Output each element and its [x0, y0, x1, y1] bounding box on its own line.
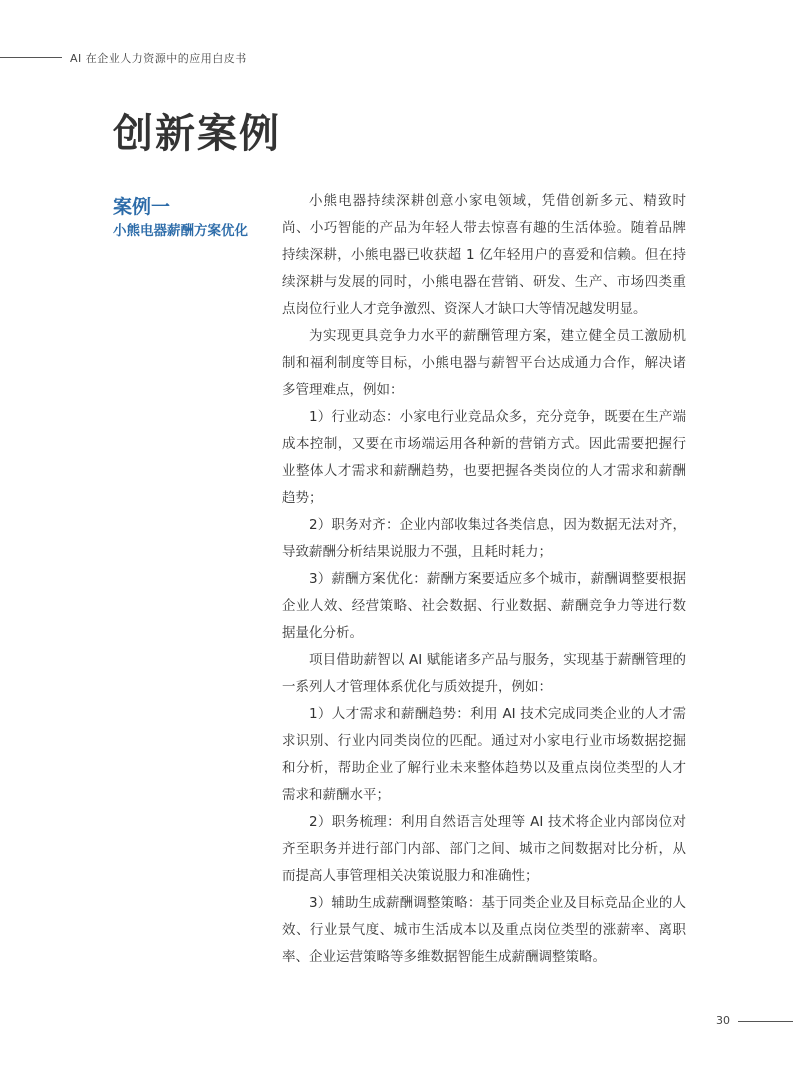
body-text [282, 188, 686, 971]
paragraph: 项目借助薪智以 AI 赋能诸多产品与服务，实现基于薪酬管理的一系列人才管理体系优化与质效提升，例如： [282, 652, 686, 695]
paragraph: 小熊电器持续深耕创意小家电领域，凭借创新多元、精致时尚、小巧智能的产品为年轻人带去惊喜有趣的生活体验。随着品牌持续深耕，小熊电器已收获超 1 亿年轻用户的喜爱和信赖。但在持续深耕与发展的同时，小熊电器在营销、研发、生产、市场四类重点岗位行业人才竞争激烈、资深人才缺口大等情况越发明显。 [282, 193, 686, 317]
running-header: AI 在企业人力资源中的应用白皮书 [70, 52, 247, 65]
case-subtitle: 小熊电器薪酬方案优化 [113, 223, 248, 239]
paragraph: 3）薪酬方案优化：薪酬方案要适应多个城市，薪酬调整要根据企业人效、经营策略、社会数据、行业数据、薪酬竞争力等进行数据量化分析。 [282, 571, 686, 641]
page-number: 30 [716, 1014, 730, 1027]
case-label: 案例一 [113, 196, 171, 218]
paragraph: 为实现更具竞争力水平的薪酬管理方案，建立健全员工激励机制和福利制度等目标，小熊电器与薪智平台达成通力合作，解决诸多管理难点，例如： [282, 328, 686, 398]
paragraph: 2）职务梳理：利用自然语言处理等 AI 技术将企业内部岗位对齐至职务并进行部门内部、部门之间、城市之间数据对比分析，从而提高人事管理相关决策说服力和准确性； [282, 814, 686, 884]
paragraph: 2）职务对齐：企业内部收集过各类信息，因为数据无法对齐，导致薪酬分析结果说服力不强，且耗时耗力； [282, 517, 686, 560]
paragraph: 1）行业动态：小家电行业竞品众多，充分竞争，既要在生产端成本控制，又要在市场端运用各种新的营销方式。因此需要把握行业整体人才需求和薪酬趋势，也要把握各类岗位的人才需求和薪酬趋势； [282, 409, 686, 506]
page-title: 创新案例 [113, 111, 281, 157]
paragraph: 3）辅助生成薪酬调整策略：基于同类企业及目标竞品企业的人效、行业景气度、城市生活成本以及重点岗位类型的涨薪率、离职率、企业运营策略等多维数据智能生成薪酬调整策略。 [282, 895, 686, 965]
footer-rule [738, 1021, 793, 1022]
header-rule [0, 57, 62, 58]
paragraph: 1）人才需求和薪酬趋势：利用 AI 技术完成同类企业的人才需求识别、行业内同类岗位的匹配。通过对小家电行业市场数据挖掘和分析，帮助企业了解行业未来整体趋势以及重点岗位类型的人才需求和薪酬水平； [282, 706, 686, 803]
